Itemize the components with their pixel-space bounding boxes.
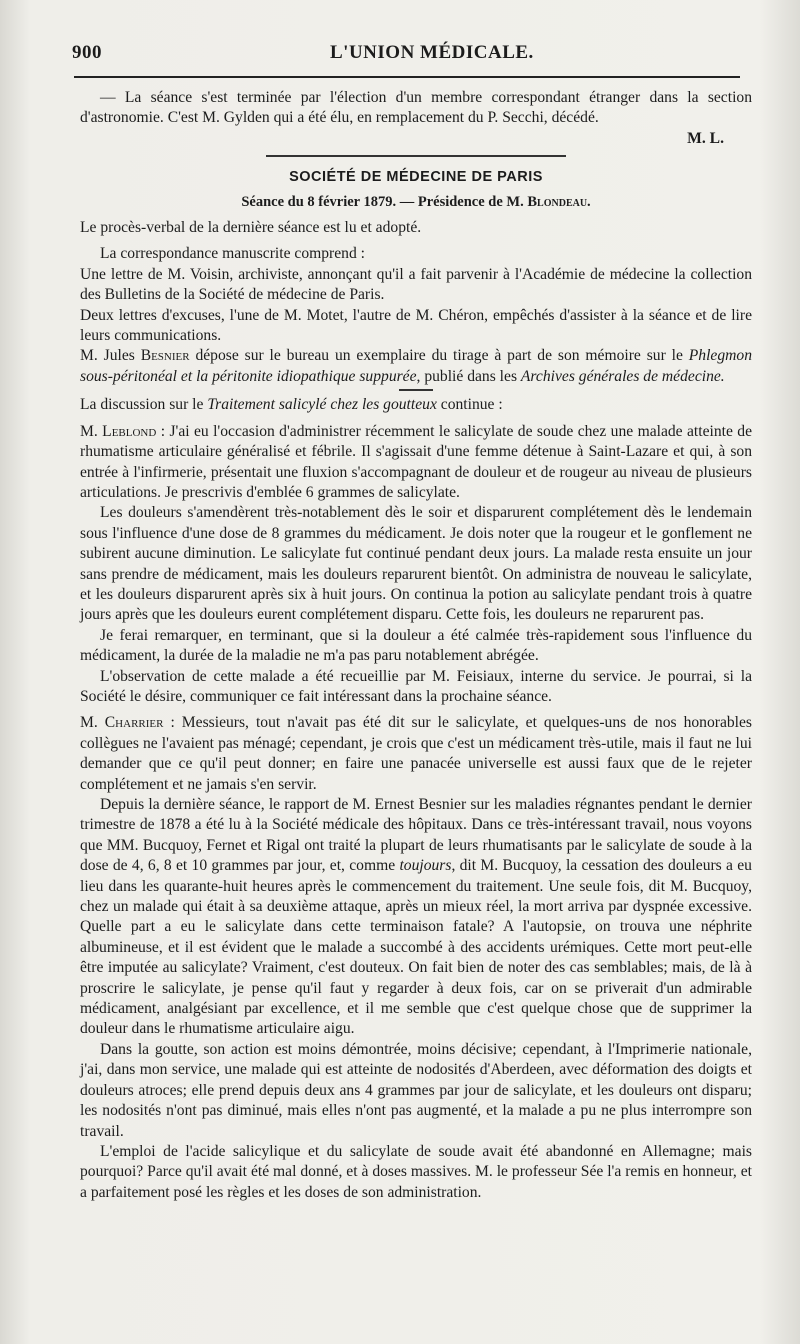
- section-divider: [266, 155, 566, 157]
- paragraph-rapport: [80, 795, 752, 1040]
- paragraph-minutes: Le procès-verbal de la dernière séance est lu et adopté.: [80, 219, 422, 237]
- paragraph-charrier: [80, 713, 752, 795]
- rapport-text2: , dit M. Bucquoy, la cessation des douleurs a eu lieu dans les quarante-huit heures après le commencement du traitement. Une seule fois, dit M. Bucquoy, chez un malade qui était à sa deuxième attaque, après un mieux réel, la mort arriva par dyspnée excessive. Quelle part a eu le salicylate dans cette terminaison fatale? A l'autopsie, on trouva une néphrite albumineuse, et il est évident que le malade a succombé à des accidents urémiques. Cette mort peut-elle être imputée au salicylate? Vraiment, c'est douteux. On fait bien de noter des cas semblables; mais, de là à proscrire le salicylate, je pense qu'il faut y regarder à deux fois, car on se priverait d'un admirable médicament, analgésiant par excellence, et il me semble que c'est quelque chose que de supprimer la douleur dans le rhumatisme articulaire aigu.: [80, 857, 752, 1038]
- page-number: 900: [72, 42, 102, 63]
- rapport-italic: toujours: [399, 857, 452, 875]
- paragraph-remarque: Je ferai remarquer, en terminant, que si la douleur a été calmée très-rapidement sous l'influence du médicament, la durée de la maladie ne m'a pas paru notablement abrégée.: [80, 626, 752, 665]
- paragraph-douleurs: Les douleurs s'amendèrent très-notablement dès le soir et disparurent complétement dès le lendemain sous l'influence d'une dose de 8 grammes du médicament. Je dois noter que la rougeur et le gonflement ne subirent aucune diminution. Le salicylate fut continué pendant deux jours. La malade resta ensuite un jour sans prendre de médicament, mais les douleurs reparurent bientôt. On administra de nouveau le salicylate, et les douleurs disparurent après six à huit jours. On continua la potion au salicylate pendant trois à quatre jours après que les douleurs eurent complétement disparu. Cette fois, les douleurs ne reparurent pas.: [80, 504, 752, 624]
- paragraph-voisin: Une lettre de M. Voisin, archiviste, annonçant qu'il a fait parvenir à l'Académie de médecine la collection des Bulletins de la Société de médecine de Paris.: [80, 265, 752, 304]
- discussion-suffix: continue :: [436, 396, 503, 414]
- charrier-name: Charrier: [104, 714, 164, 732]
- paragraph-allemagne: L'emploi de l'acide salicylique et du salicylate de soude avait été abandonné en Allemagne; mais pourquoi? Parce qu'il avait été mal donné, et à doses massives. M. le professeur Sée l'a remis en honneur, et a parfaitement posé les règles et les doses de son administration.: [80, 1142, 752, 1201]
- running-header: [72, 36, 742, 72]
- article-body: [80, 88, 752, 1203]
- journal-title: L'UNION MÉDICALE.: [330, 42, 534, 63]
- paragraph-correspondence: La correspondance manuscrite comprend :: [100, 245, 365, 263]
- charrier-text: : Messieurs, tout n'avait pas été dit sur le salicylate, et quelques-uns de nos honorables collègues ne l'avaient pas ménagé; cependant, je crois que c'est un médicament très-utile, mais il faut ne lui demander que ce qu'il peut donner; en faire une panacée universelle est aussi faux que de le rejeter complétement et ne jamais s'en servir.: [80, 714, 753, 793]
- small-divider: [399, 389, 433, 391]
- leblond-prefix: M.: [80, 422, 103, 440]
- paragraph-goutte: Dans la goutte, son action est moins démontrée, moins décisive; cependant, à l'Imprimerie nationale, j'ai, dans mon service, une malade qui est atteinte de nodosités d'Aberdeen, avec déformation des doigts et douleurs atroces; elle prend depuis deux ans 4 grammes par jour de salicylate, et les douleurs ont disparu; les nodosités n'ont pas diminué, mais elles n'ont pas augmenté, et la malade a pu ne plus interrompre son travail.: [80, 1040, 752, 1140]
- paragraph-leblond: [80, 422, 752, 504]
- president-name: Blondeau.: [527, 193, 591, 210]
- paragraph-excuses: Deux lettres d'excuses, l'une de M. Motet, l'autre de M. Chéron, empêchés d'assister à la séance et de lire leurs communications.: [80, 306, 752, 345]
- intro-paragraph: — La séance s'est terminée par l'élection d'un membre correspondant étranger dans la section d'astronomie. C'est M. Gylden qui a été élu, en remplacement du P. Secchi, décédé.: [80, 89, 752, 127]
- header-rule: [74, 76, 740, 78]
- leblond-text: : J'ai eu l'occasion d'administrer récemment le salicylate de soude chez une malade atteinte de rhumatisme articulaire généralisé et fébrile. Il s'agissait d'une femme détenue à Saint-Lazare et qui, à son entrée à l'infirmerie, présentait une fluxion s'accompagnant de douleur et de rougeur au niveau de plusieurs articulations. Je prescrivis d'emblée 6 grammes de salicylate.: [80, 422, 752, 501]
- session-line: [80, 192, 752, 212]
- paragraph-discussion: [80, 395, 752, 415]
- besnier-prefix: M. Jules: [80, 347, 141, 365]
- besnier-name: Besnier: [140, 347, 190, 365]
- signature: M. L.: [687, 129, 724, 147]
- rapport-text1: Depuis la dernière séance, le rapport de M. Ernest Besnier sur les maladies régnantes pendant le dernier trimestre de 1878 a été lu à la Société médicale des hôpitaux. Dans ce très-intéressant travail, nous voyons que MM. Bucquoy, Fernet et Rigal ont traité la plupart de leurs rhumatisants par le salicylate de soude à la dose de 4, 6, 8 et 10 grammes par jour, et, comme: [80, 796, 752, 875]
- besnier-title: Phlegmon sous-péritonéal et la péritonite idiopathique suppurée: [80, 347, 752, 385]
- besnier-text2: , publié dans les: [416, 367, 521, 385]
- discussion-subject: Traitement salicylé chez les goutteux: [207, 396, 437, 414]
- charrier-prefix: M.: [80, 714, 105, 732]
- paragraph-observation: L'observation de cette malade a été recueillie par M. Feisiaux, interne du service. Je pourrai, si la Société le désire, communiquer ce fait intéressant dans la prochaine séance.: [80, 667, 752, 705]
- session-text: Séance du 8 février 1879. — Présidence de M.: [241, 193, 528, 210]
- society-heading: SOCIÉTÉ DE MÉDECINE DE PARIS: [289, 169, 543, 186]
- leblond-name: Leblond: [102, 422, 157, 440]
- besnier-journal: Archives générales de médecine.: [520, 367, 725, 385]
- paragraph-besnier: [80, 346, 752, 387]
- discussion-prefix: La discussion sur le: [80, 396, 208, 414]
- besnier-text1: dépose sur le bureau un exemplaire du tirage à part de son mémoire sur le: [189, 347, 689, 365]
